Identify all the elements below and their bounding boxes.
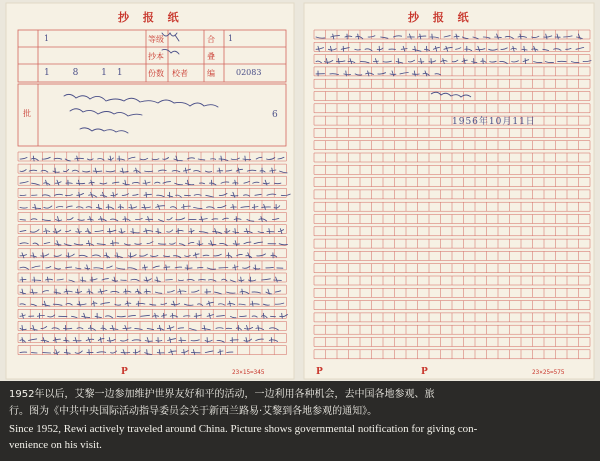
right-footer-mark-2: P (421, 367, 428, 377)
left-footer-mark: P (121, 367, 128, 377)
right-handwritten-date: 1956年10月11日 (452, 117, 536, 127)
form-combined-value: 1 (228, 34, 234, 43)
caption-panel (0, 381, 600, 461)
left-note-number: 6 (272, 110, 278, 120)
form-label-combined: 合 (207, 35, 215, 44)
form-serial-value: 02083 (236, 68, 262, 77)
right-sheet-title: 抄 报 纸 (408, 11, 474, 24)
form-label-stack: 叠 (207, 52, 215, 61)
form-seq-value: 1 (44, 34, 50, 43)
form-label-copy: 抄本 (148, 52, 164, 61)
left-handwritten-date: 1 8 11 (44, 68, 133, 78)
caption-english-line-1: Since 1952, Rewi actively traveled around China. Picture shows governmental notification for giving con- (9, 423, 478, 435)
form-label-serial: 编 (207, 69, 215, 78)
caption-chinese-line-1: 1952年以后，艾黎一边参加维护世界友好和平的活动，一边利用各种机会，去中国各地参观、旅 (9, 389, 435, 400)
form-label-count: 份数 (148, 69, 164, 78)
caption-chinese-line-2: 行。图为《中共中央国际活动指导委员会关于新西兰路易·艾黎到各地参观的通知》。 (9, 406, 378, 417)
left-sheet-title: 抄 报 纸 (118, 11, 184, 24)
right-footer-mark: P (316, 367, 323, 377)
left-footer-code: 23×15=345 (232, 369, 265, 376)
caption-english-line-2: venience on his visit. (9, 439, 102, 451)
right-sheet-paper (304, 3, 594, 379)
right-footer-code: 23×25=575 (532, 369, 565, 376)
form-label-grade: 等级 (148, 35, 164, 44)
form-label-comment: 批 (23, 109, 31, 118)
form-label-proofreader: 校者 (172, 69, 188, 78)
